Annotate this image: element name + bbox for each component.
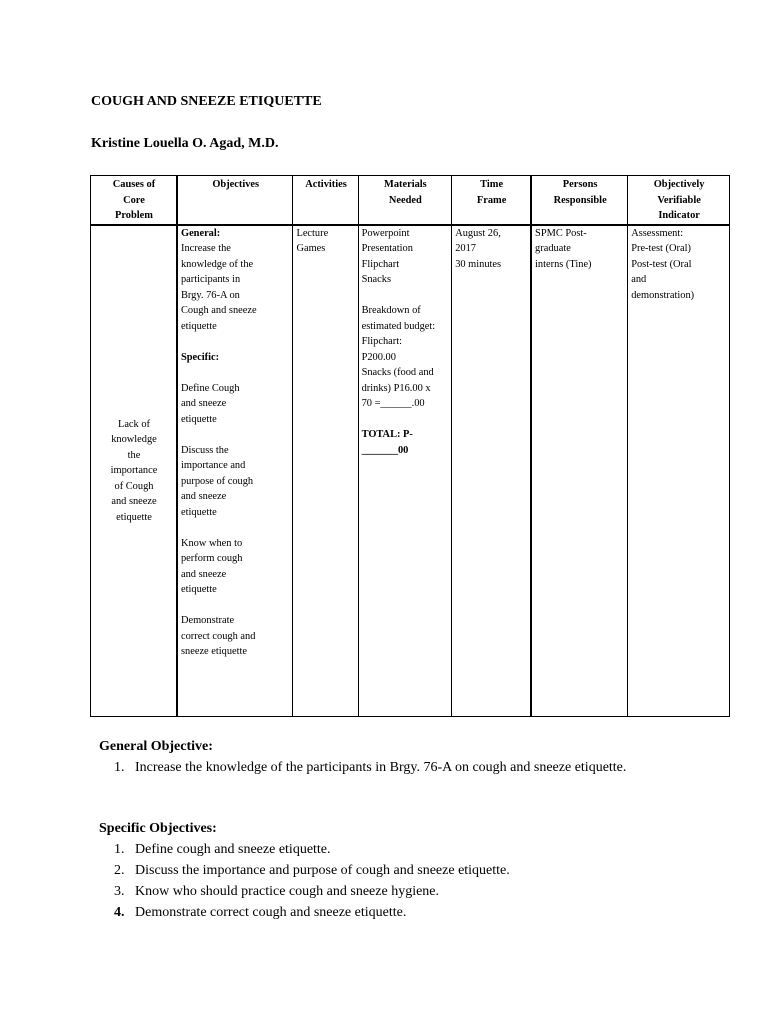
header-materials: Materials Needed <box>358 176 452 225</box>
header-persons: Persons Responsible <box>531 176 628 225</box>
list-item: 1. Increase the knowledge of the participants in Brgy. 76-A on cough and sneeze etiquette. <box>114 760 627 775</box>
cell-materials: Powerpoint Presentation Flipchart Snacks Breakdown of estimated budget: Flipchart: P200.00 Snacks (food and drinks) P16.00 x 70 =______.00 TOTAL: P- _______00 <box>358 225 452 717</box>
header-objectives: Objectives <box>177 176 293 225</box>
header-causes: Causes of Core Problem <box>91 176 177 225</box>
header-time-frame: Time Frame <box>452 176 531 225</box>
cell-activities: Lecture Games <box>293 225 358 717</box>
total-label: TOTAL: P- <box>361 429 413 440</box>
cell-cause: Lack of knowledge the importance of Cough and sneeze etiquette <box>91 225 177 717</box>
list-item: 3. Know who should practice cough and sneeze hygiene. <box>114 884 440 899</box>
list-item: 1. Define cough and sneeze etiquette. <box>114 842 331 857</box>
header-indicator: Objectively Verifiable Indicator <box>628 176 730 225</box>
table-header-row <box>91 176 730 225</box>
general-objective-heading: General Objective: <box>99 739 213 754</box>
header-activities: Activities <box>293 176 358 225</box>
author-name: Kristine Louella O. Agad, M.D. <box>91 136 279 151</box>
list-item: 4. Demonstrate correct cough and sneeze etiquette. <box>114 905 407 920</box>
cell-persons: SPMC Post- graduate interns (Tine) <box>531 225 628 717</box>
action-plan-table <box>90 175 730 717</box>
cell-time-frame: August 26, 2017 30 minutes <box>452 225 531 717</box>
list-item: 2. Discuss the importance and purpose of cough and sneeze etiquette. <box>114 863 510 878</box>
general-label: General: <box>180 227 221 239</box>
document-title: COUGH AND SNEEZE ETIQUETTE <box>91 94 322 109</box>
table-row <box>91 225 730 717</box>
specific-objectives-heading: Specific Objectives: <box>99 821 217 836</box>
cell-objectives: General: Increase the knowledge of the participants in Brgy. 76-A on Cough and sneeze etiquette Specific: Define Cough and sneeze etiquette Discuss the importance and purpose of cough and sneeze etiquette Know when to perform cough and sneeze etiquette Demonstrate correct cough and sneeze etiquette <box>177 225 293 717</box>
cell-indicator: Assessment: Pre-test (Oral) Post-test (Oral and demonstration) <box>628 225 730 717</box>
specific-label: Specific: <box>180 351 220 363</box>
